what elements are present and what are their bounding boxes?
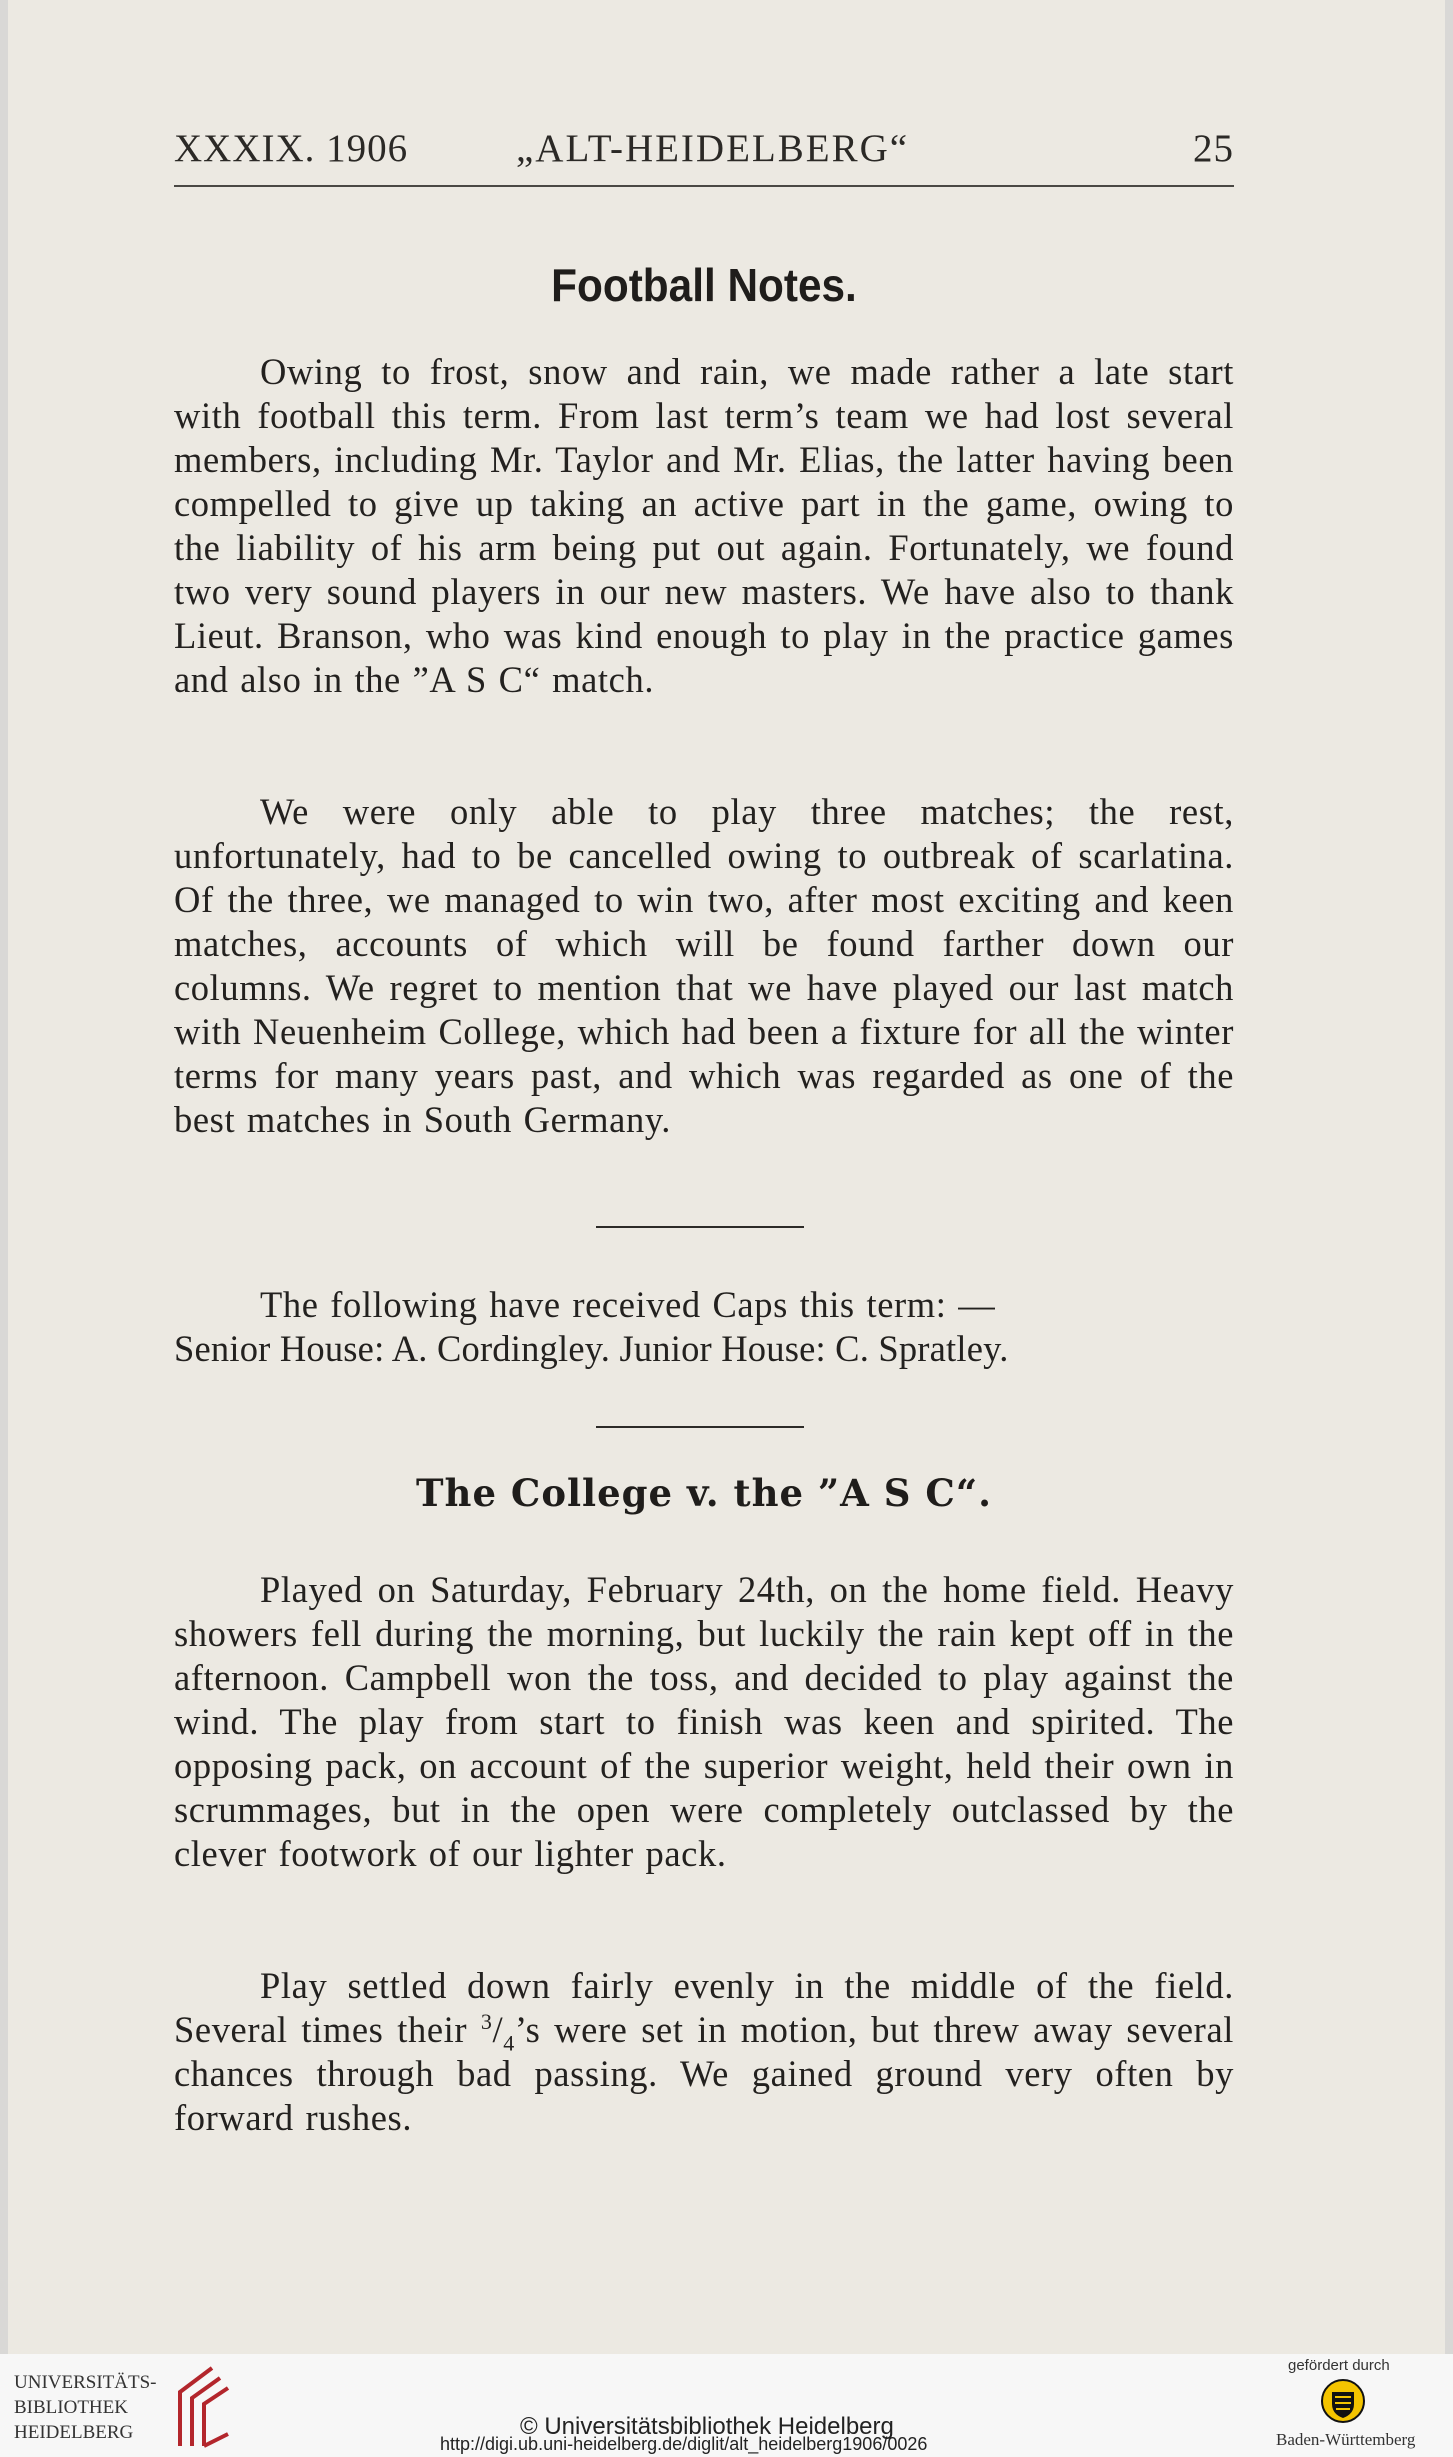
match-paragraph-2: Play settled down fairly evenly in the middle of the field. Several times their $^3/_4’s$ were set in motion, but threw away several chances through bad passing. We gained ground very often by forward rushes.: [174, 1965, 1234, 2138]
section-title-football-notes: Football Notes.: [551, 259, 857, 311]
match-paragraph-2-end: ’s were set in motion, but threw away several chances through bad passing. We gained ground very often by forward rushes.: [174, 2009, 1234, 2138]
match-paragraph-1: Played on Saturday, February 24th, on the home field. Heavy showers fell during the morning, but luckily the rain kept off in the afternoon. Campbell won the toss, and decided to play against the wind. The play from start to finish was keen and spirited. The opposing pack, on account of the superior weight, held their own in scrummages, but in the open were completely outclassed by the clever footwork of our lighter pack.: [174, 1569, 1234, 1874]
copyright-notice: © Universitätsbibliothek Heidelberg: [520, 2413, 894, 2440]
scanned-page: [8, 0, 1445, 2354]
paragraph-2: We were only able to play three matches; the rest, unfortunately, had to be cancelled owing to outbreak of scarlatina. Of the three, we managed to win two, after most exciting and keen matches, accounts of which will be found farther down our columns. We regret to mention that we have played our last match with Neuenheim College, which had been a fixture for all the winter terms for many years past, and which was regarded as one of the best matches in South Germany.: [174, 791, 1234, 1140]
match-paragraph-2-start: Play settled down fairly evenly in the middle of the field. Several times their: [174, 1965, 1234, 2050]
library-name: [14, 2370, 157, 2445]
journal-title: „ALT-HEIDELBERG“: [516, 127, 910, 170]
header-rule: [174, 185, 1234, 187]
library-line: BIBLIOTHEK: [14, 2397, 128, 2418]
divider-1: [596, 1226, 804, 1228]
caps-names: Senior House: A. Cordingley. Junior House: C. Spratley.: [174, 1328, 1009, 1369]
library-logo-icon: [172, 2364, 232, 2450]
divider-2: [596, 1426, 804, 1428]
funded-by-label: gefördert durch: [1288, 2357, 1390, 2374]
library-line: UNIVERSITÄTS-: [14, 2372, 157, 2393]
permalink[interactable]: http://digi.ub.uni-heidelberg.de/diglit/alt_heidelberg1906/0026: [440, 2434, 928, 2454]
volume-year: XXXIX. 1906: [174, 127, 409, 170]
page-number: 25: [1193, 127, 1234, 170]
section-title-college-v-asc: The College v. the ”A S C“.: [416, 1471, 992, 1515]
baden-wuerttemberg-crest-icon: [1320, 2378, 1366, 2424]
paragraph-1: Owing to frost, snow and rain, we made rather a late start with football this term. From last term’s team we had lost several members, including Mr. Taylor and Mr. Elias, the latter having been compelled to give up taking an active part in the game, owing to the liability of his arm being put out again. Fortunately, we found two very sound players in our new masters. We have also to thank Lieut. Branson, who was kind enough to play in the practice games and also in the ”A S C“ match.: [174, 351, 1234, 700]
state-name: Baden-Württemberg: [1276, 2430, 1416, 2449]
fraction-numerator: 3: [480, 2008, 493, 2034]
running-header: [174, 126, 1234, 186]
library-line: HEIDELBERG: [14, 2422, 134, 2443]
fraction-denominator: 4: [503, 2030, 515, 2056]
caps-intro: The following have received Caps this term: —: [260, 1284, 996, 1325]
